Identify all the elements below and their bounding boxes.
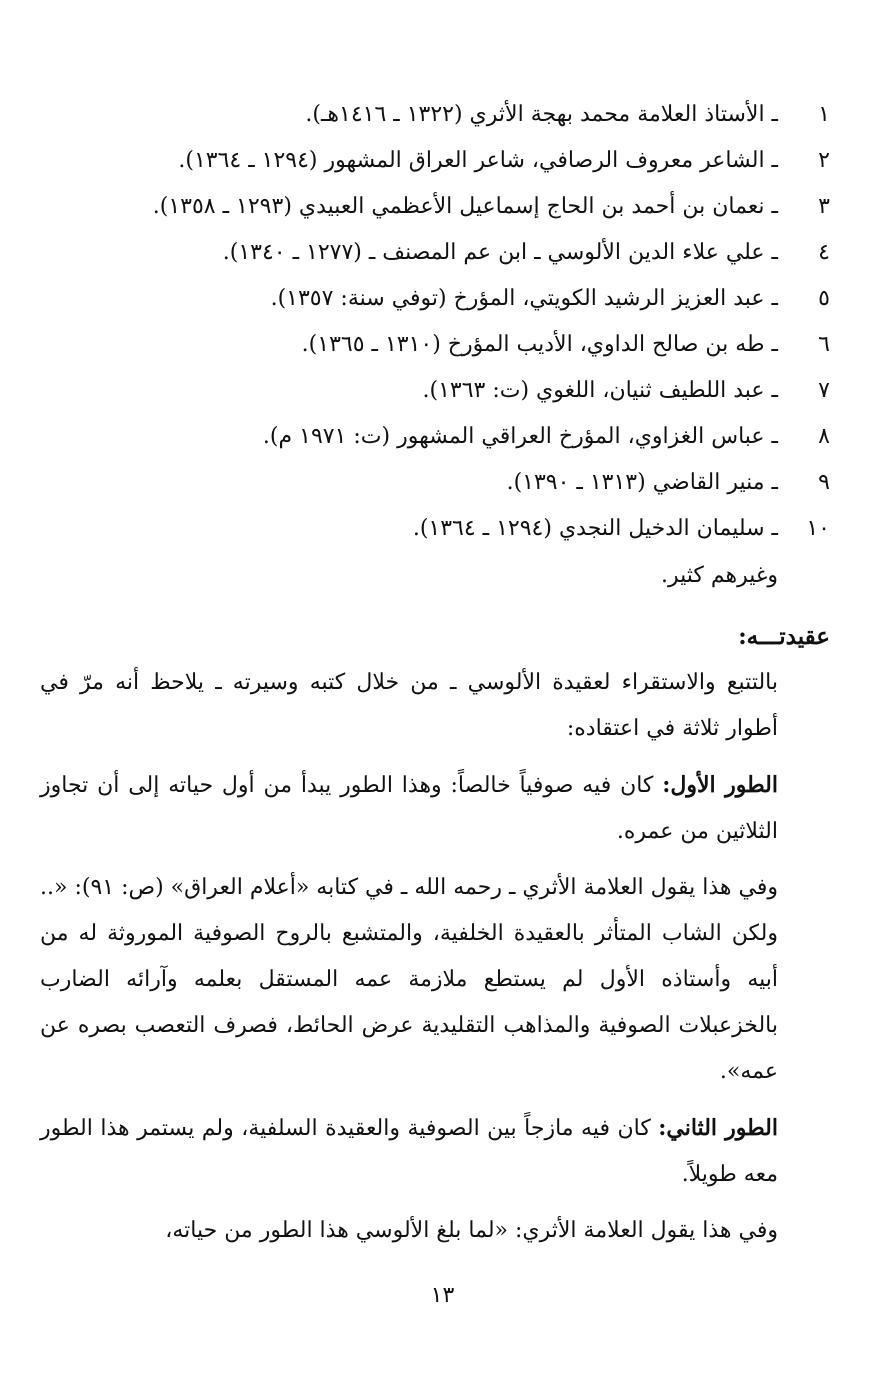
list-item-text: ـ الشاعر معروف الرصافي، شاعر العراق المشهور (١٢٩٤ ـ ١٣٦٤). xyxy=(178,148,778,173)
list-item-text: ـ نعمان بن أحمد بن الحاج إسماعيل الأعظمي العبيدي (١٢٩٣ ـ ١٣٥٨). xyxy=(152,194,778,219)
list-item-text: ـ طه بن صالح الداوي، الأديب المؤرخ (١٣١٠ ـ ١٣٦٥). xyxy=(301,332,778,357)
list-item-number: ٦ xyxy=(818,332,830,357)
list-item-text: ـ عبد العزيز الرشيد الكويتي، المؤرخ (توفي سنة: ١٣٥٧). xyxy=(270,286,778,311)
list-item xyxy=(40,230,830,276)
list-item-text: ـ علي علاء الدين الألوسي ـ ابن عم المصنف ـ (١٢٧٧ ـ ١٣٤٠). xyxy=(222,240,778,265)
list-item xyxy=(40,92,830,138)
list-item-number: ١٠ xyxy=(806,516,830,541)
list-item-text: ـ منير القاضي (١٣١٣ ـ ١٣٩٠). xyxy=(506,470,778,495)
list-item xyxy=(40,506,830,552)
list-item-number: ٤ xyxy=(818,240,830,265)
page-content xyxy=(40,92,830,1264)
list-item xyxy=(40,138,830,184)
list-item xyxy=(40,322,830,368)
list-item-number: ٥ xyxy=(818,286,830,311)
stage-two-text: كان فيه مازجاً بين الصوفية والعقيدة السلفية، ولم يستمر هذا الطور معه طويلاً. xyxy=(40,1116,778,1187)
section-heading: عقيدتـــه: xyxy=(738,623,830,650)
quote-one-text: وفي هذا يقول العلامة الأثري ـ رحمه الله ـ في كتابه «أعلام العراق» (ص: ٩١): «.. ولكن الشاب المتأثر بالعقيدة الخلفية، والمتشبع بالروح الصوفية الموروثة له من أبيه وأستاذه الأول لم يستطع ملازمة عمه المستقل بعلمه وآرائه الضارب بالخزعبلات الصوفية والمذاهب التقليدية عرض الحائط، فصرف التعصب بصره عن عمه». xyxy=(40,875,778,1084)
intro-paragraph xyxy=(40,660,830,752)
stage-one-text: كان فيه صوفياً خالصاً: وهذا الطور يبدأ من أول حياته إلى أن تجاوز الثلاثين من عمره. xyxy=(40,773,778,844)
list-item-number: ٢ xyxy=(818,148,830,173)
list-item-number: ٩ xyxy=(818,470,830,495)
list-item-number: ٣ xyxy=(818,194,830,219)
list-item-text: ـ عبد اللطيف ثنيان، اللغوي (ت: ١٣٦٣). xyxy=(422,378,778,403)
page-number: ١٣ xyxy=(430,1283,455,1308)
intro-text: بالتتبع والاستقراء لعقيدة الألوسي ـ من خلال كتبه وسيرته ـ يلاحظ أنه مرّ في أطوار ثلاثة في اعتقاده: xyxy=(40,670,778,741)
students-list xyxy=(40,92,830,552)
quote-two-paragraph xyxy=(40,1208,830,1254)
list-item xyxy=(40,460,830,506)
list-item-number: ١ xyxy=(818,102,830,127)
stage-one-paragraph xyxy=(40,762,830,855)
stage-two-paragraph xyxy=(40,1105,830,1198)
list-item-text: ـ الأستاذ العلامة محمد بهجة الأثري (١٣٢٢ ـ ١٤١٦هـ). xyxy=(305,102,778,127)
list-item xyxy=(40,414,830,460)
list-item xyxy=(40,276,830,322)
list-item-text: ـ عباس الغزاوي، المؤرخ العراقي المشهور (ت: ١٩٧١ م). xyxy=(262,424,778,449)
list-item xyxy=(40,368,830,414)
others-note: وغيرهم كثير. xyxy=(660,563,778,588)
quote-two-text: وفي هذا يقول العلامة الأثري: «لما بلغ الألوسي هذا الطور من حياته، xyxy=(165,1218,778,1243)
stage-two-lead: الطور الثاني: xyxy=(658,1115,778,1141)
list-item-number: ٧ xyxy=(818,378,830,403)
list-item-text: ـ سليمان الدخيل النجدي (١٢٩٤ ـ ١٣٦٤). xyxy=(412,516,778,541)
list-item-number: ٨ xyxy=(818,424,830,449)
stage-one-lead: الطور الأول: xyxy=(662,772,778,798)
quote-one-paragraph xyxy=(40,865,830,1095)
list-item xyxy=(40,184,830,230)
